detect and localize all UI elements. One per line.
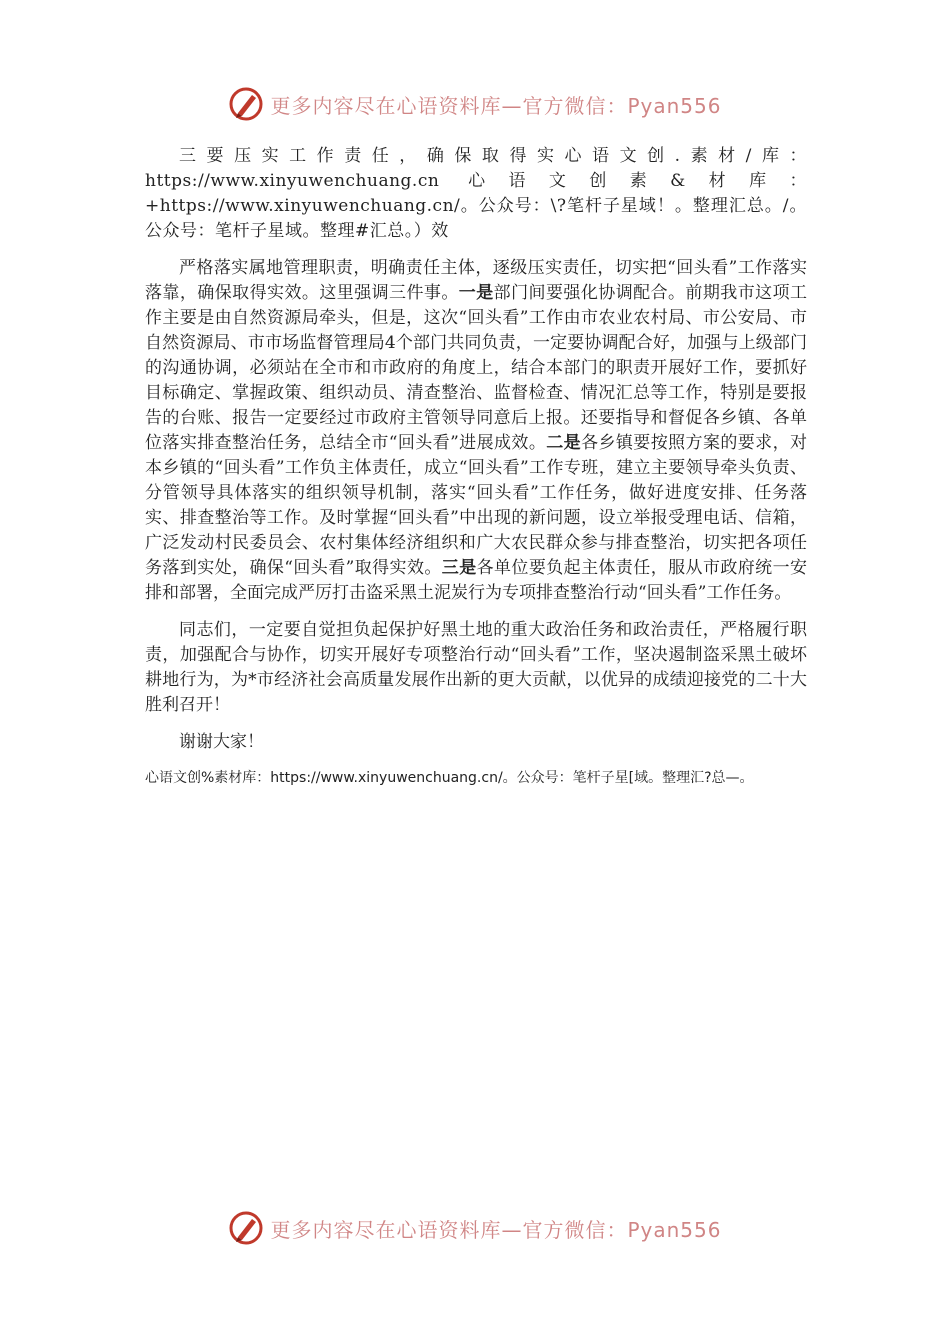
point-two-label: 二是: [546, 433, 582, 453]
pen-logo-icon: [228, 1210, 264, 1246]
banner-text: 更多内容尽在心语资料库—官方微信：Pyan556: [270, 1217, 722, 1242]
paragraph-3: 同志们，一定要自觉担负起保护好黑土地的重大政治任务和政治责任，严格履行职责，加强配合与协作，切实开展好专项整治行动“回头看”工作，坚决遏制盗采黑土破坏耕地行为，为*市经济社会高质量发展作出新的更大贡献，以优异的成绩迎接党的二十大胜利召开！: [145, 620, 807, 715]
point-three-label: 三是: [441, 558, 477, 578]
paragraph-2-intro: 严格落实属地管理职责，明确责任主体，逐级压实责任，切实把“回头看”工作落实落靠，确保取得实效。这里强调三件事。: [145, 258, 807, 303]
point-one-label: 一是: [458, 283, 494, 303]
footer-banner: [0, 1208, 950, 1248]
paragraph-1: 三要压实工作责任，确保取得实心语文创.素材/库：https://www.xinyuwenchuang.cn 心语文创素&材库：+https://www.xinyuwenchuang.cn/。公众号：\?笔杆子星域！。整理汇总。/。公众号：笔杆子星域。整理#汇总。）效: [145, 146, 807, 241]
paragraph-2: [145, 256, 807, 606]
point-three-text: 各单位要负起主体责任，服从市政府统一安排和部署，全面完成严厉打击盗采黑土泥炭行为专项排查整治行动“回头看”工作任务。: [145, 558, 808, 603]
source-line: 心语文创%素材库：https://www.xinyuwenchuang.cn/。公众号：笔杆子星[域。整理汇?总—。: [145, 770, 754, 786]
point-two-text: 各乡镇要按照方案的要求，对本乡镇的“回头看”工作负主体责任，成立“回头看”工作专班，建立主要领导牵头负责、分管领导具体落实的组织领导机制，落实“回头看”工作任务，做好进度安排、任务落实、排查整治等工作。及时掌握“回头看”中出现的新问题，设立举报受理电话、信箱，广泛发动村民委员会、农村集体经济组织和广大农民群众参与排查整治，切实把各项任务落到实处，确保“回头看”取得实效。: [145, 433, 808, 578]
point-one-text: 部门间要强化协调配合。前期我市这项工作主要是由自然资源局牵头，但是，这次“回头看”工作由市农业农村局、市公安局、市自然资源局、市市场监督管理局4个部门共同负责，一定要协调配合好，加强与上级部门的沟通协调，必须站在全市和市政府的角度上，结合本部门的职责开展好工作，要抓好目标确定、掌握政策、组织动员、清查整治、监督检查、情况汇总等工作，特别是要报告的台账、报告一定要经过市政府主管领导同意后上报。还要指导和督促各乡镇、各单位落实排查整治任务，总结全市“回头看”进展成效。: [145, 283, 808, 453]
pen-logo-icon: [228, 86, 264, 122]
header-banner: [0, 84, 950, 124]
document-body: [145, 144, 807, 789]
paragraph-4: 谢谢大家！: [179, 732, 264, 752]
banner-text: 更多内容尽在心语资料库—官方微信：Pyan556: [270, 93, 722, 118]
